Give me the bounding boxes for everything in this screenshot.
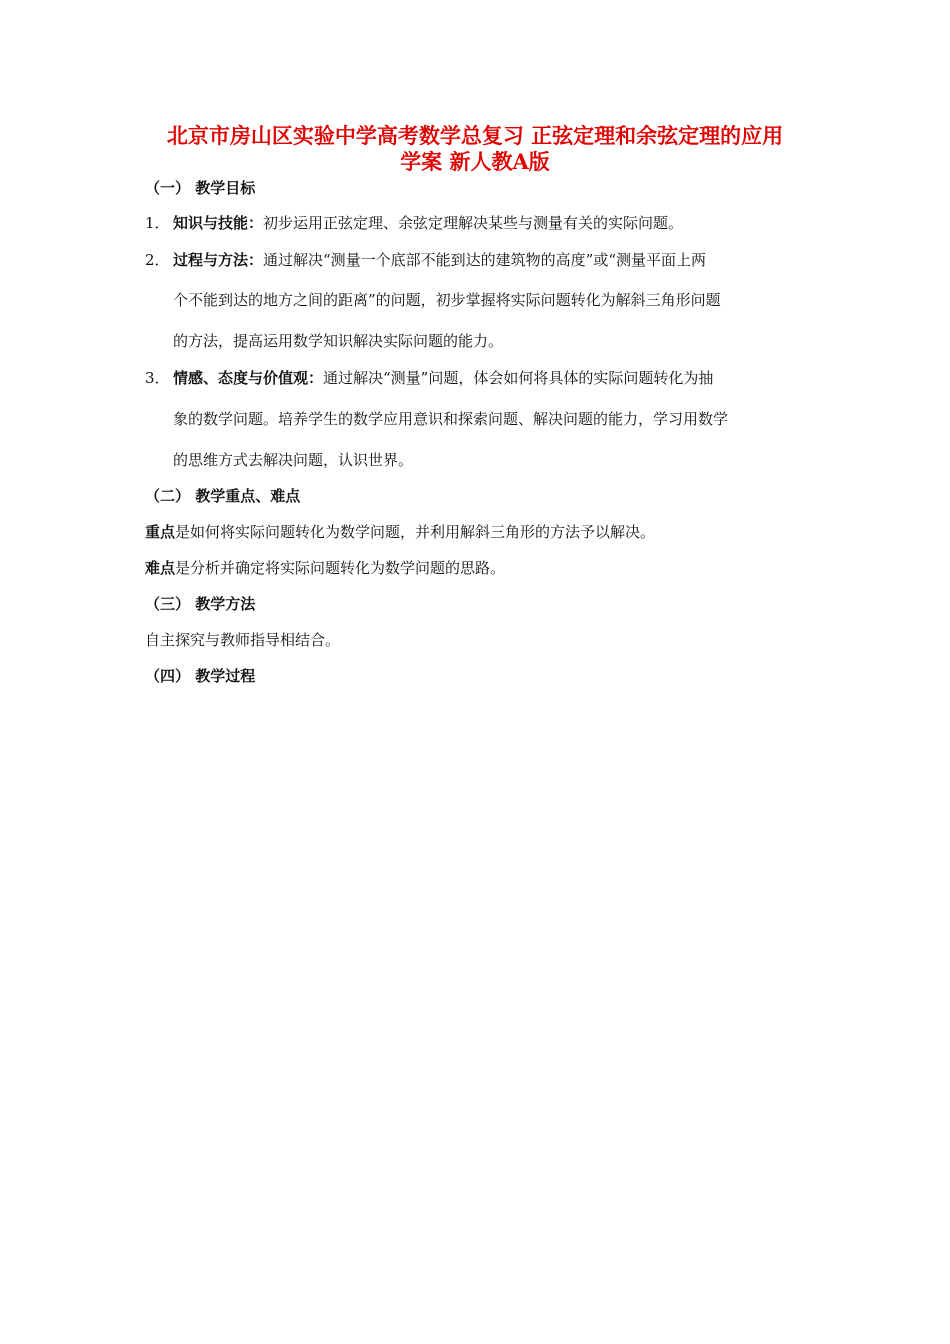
objective-label: 情感、态度与价值观： <box>173 369 324 387</box>
objective-number: 2． <box>145 251 170 269</box>
objective-label: 过程与方法： <box>173 251 264 269</box>
section-heading-objectives: （一） 教学目标 <box>145 179 256 197</box>
method-paragraph: 自主探究与教师指导相结合。 <box>145 631 341 649</box>
difficult-points-paragraph <box>145 558 505 578</box>
objective-label: 知识与技能： <box>173 214 264 232</box>
section-heading-process: （四） 教学过程 <box>145 667 256 685</box>
section-heading-key-points: （二） 教学重点、难点 <box>145 487 301 505</box>
objective-item-1 <box>145 213 683 233</box>
objective-number: 1． <box>145 214 170 232</box>
objective-number: 3． <box>145 369 170 387</box>
objective-text-continued: 的思维方式去解决问题，认识世界。 <box>173 451 414 469</box>
objective-text: 通过解决“测量”问题，体会如何将具体的实际问题转化为抽 <box>323 369 714 387</box>
objective-item-2 <box>145 250 706 270</box>
objective-item-3 <box>145 368 713 388</box>
key-points-label: 重点 <box>145 523 176 541</box>
key-points-text: 是如何将实际问题转化为数学问题，并利用解斜三角形的方法予以解决。 <box>175 523 656 541</box>
objective-text: 通过解决“测量一个底部不能到达的建筑物的高度”或“测量平面上两 <box>263 251 707 269</box>
objective-text-continued: 个不能到达的地方之间的距离”的问题，初步掌握将实际问题转化为解斜三角形问题 <box>173 291 721 309</box>
objective-text: 初步运用正弦定理、余弦定理解决某些与测量有关的实际问题。 <box>263 214 684 232</box>
section-heading-method: （三） 教学方法 <box>145 595 256 613</box>
difficult-points-label: 难点 <box>145 559 176 577</box>
objective-text-continued: 象的数学问题。培养学生的数学应用意识和探索问题、解决问题的能力，学习用数学 <box>173 410 729 428</box>
document-title-line-2: 学案 新人教A版 <box>400 149 550 174</box>
difficult-points-text: 是分析并确定将实际问题转化为数学问题的思路。 <box>175 559 506 577</box>
objective-text-continued: 的方法，提高运用数学知识解决实际问题的能力。 <box>173 332 504 350</box>
document-title-line-1: 北京市房山区实验中学高考数学总复习 正弦定理和余弦定理的应用 <box>166 123 784 148</box>
key-points-paragraph <box>145 522 655 542</box>
